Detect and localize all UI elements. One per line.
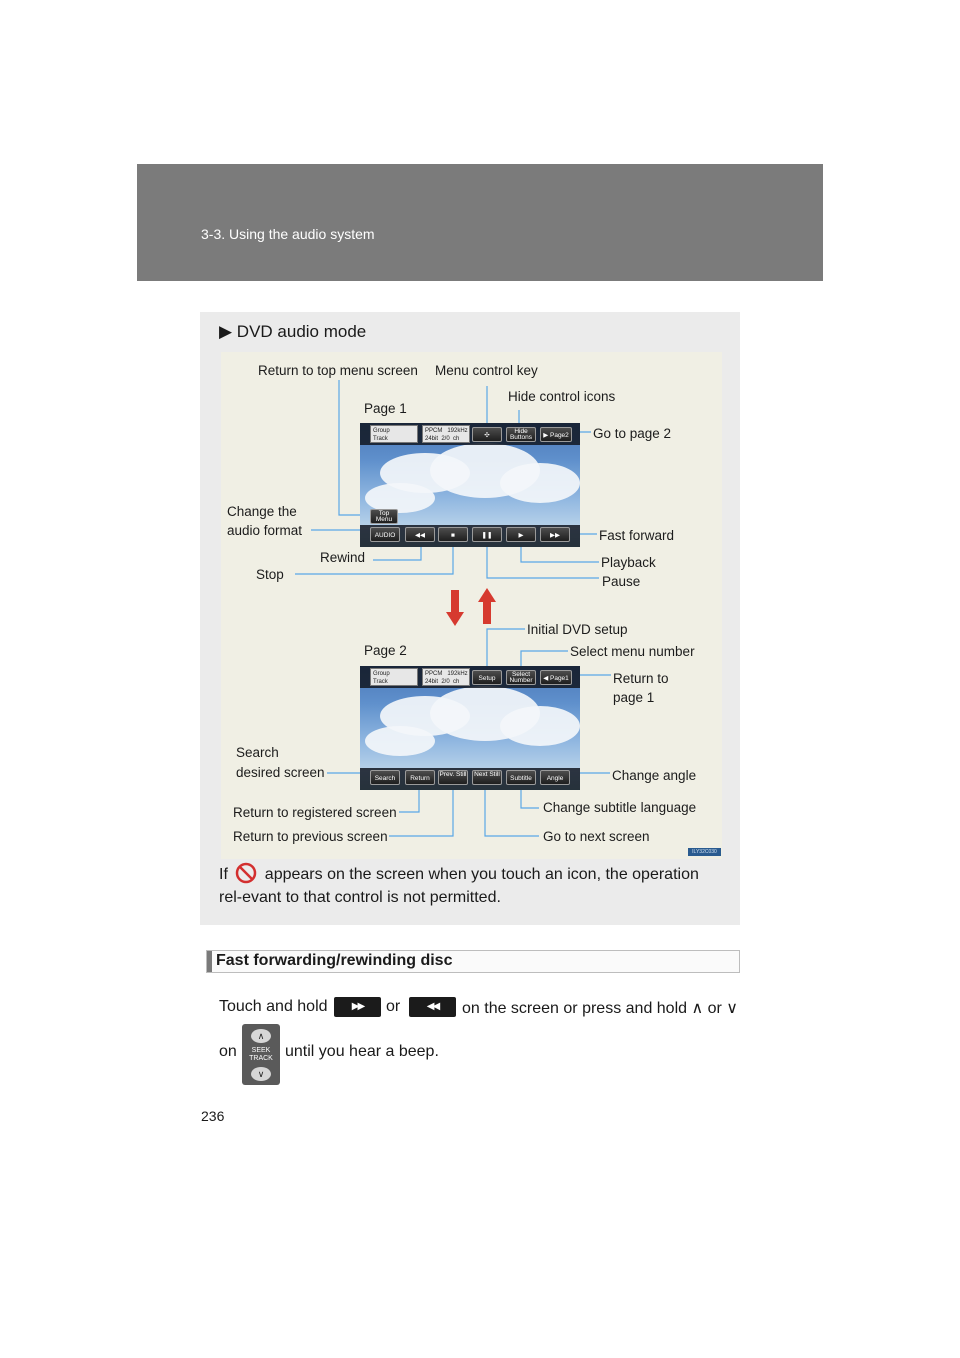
label-select-menu-number: Select menu number: [570, 644, 695, 659]
return-button[interactable]: Return: [405, 770, 435, 785]
seek-track-switch-icon: [242, 1024, 280, 1085]
label-return-registered: Return to registered screen: [233, 805, 397, 820]
instruction-t4: on: [219, 1043, 237, 1060]
instruction-t3: on the screen or press and hold ∧ or ∨: [462, 1000, 739, 1017]
setup-button[interactable]: Setup: [472, 670, 502, 685]
label-pause: Pause: [602, 574, 641, 589]
rewind-button[interactable]: ◀◀: [405, 527, 435, 542]
select-number-button[interactable]: Select Number: [506, 670, 536, 685]
label-go-to-next: Go to next screen: [543, 829, 650, 844]
fast-forward-icon: ▶▶: [334, 997, 381, 1017]
label-return-page-1b: page 1: [613, 690, 655, 705]
rewind-icon: ◀◀: [409, 997, 456, 1017]
label-rewind: Rewind: [320, 550, 366, 565]
angle-button[interactable]: Angle: [540, 770, 570, 785]
label-change-audio-1: Change the: [227, 504, 297, 519]
label-search-2: desired screen: [236, 765, 325, 780]
page1-button[interactable]: ◀ Page1: [540, 670, 572, 685]
panel-title: ▶ DVD audio mode: [219, 322, 367, 341]
hide-buttons-button[interactable]: Hide Buttons: [506, 427, 536, 442]
label-initial-dvd-setup: Initial DVD setup: [527, 622, 628, 637]
prohibited-note: [219, 862, 724, 909]
instruction-t5: until you hear a beep.: [285, 1043, 439, 1060]
dvd-screen-page-2: [360, 666, 580, 790]
format-info: PPCM 192kHz 24bit 2/0 ch: [422, 668, 470, 686]
section-header: [137, 164, 823, 281]
track-info: Group Track: [370, 668, 418, 686]
audio-button[interactable]: AUDIO: [370, 527, 400, 542]
dvd-screen-page-1: [360, 423, 580, 547]
note-prefix: If: [219, 866, 228, 883]
instruction-t1: Touch and hold: [219, 998, 328, 1015]
play-button[interactable]: ▶: [506, 527, 536, 542]
pause-button[interactable]: ❚❚: [472, 527, 502, 542]
label-change-angle: Change angle: [612, 768, 697, 783]
section-title: 3-3. Using the audio system: [201, 226, 375, 242]
stop-button[interactable]: ■: [438, 527, 468, 542]
subheading-title: Fast forwarding/rewinding disc: [216, 952, 453, 969]
prev-still-button[interactable]: Prev. Still: [438, 770, 468, 785]
note-text: appears on the screen when you touch an icon, the operation rel-evant to that control is not permitted.: [219, 866, 699, 906]
label-fast-forward: Fast forward: [599, 528, 675, 543]
label-return-top-menu: Return to top menu screen: [258, 363, 418, 378]
menu-control-key-button[interactable]: ✣: [472, 427, 502, 442]
subheading-bar: [206, 950, 740, 973]
search-button[interactable]: Search: [370, 770, 400, 785]
label-page-2: Page 2: [364, 643, 407, 658]
label-search-1: Search: [236, 745, 279, 760]
format-info: PPCM 192kHz 24bit 2/0 ch: [422, 425, 470, 443]
prohibited-icon: [235, 862, 257, 884]
subtitle-button[interactable]: Subtitle: [506, 770, 536, 785]
page-number: 236: [201, 1108, 225, 1124]
label-change-subtitle: Change subtitle language: [543, 800, 697, 815]
fast-forward-button[interactable]: ▶▶: [540, 527, 570, 542]
seek-up-icon: ∧: [251, 1029, 271, 1043]
label-playback: Playback: [601, 555, 656, 570]
next-still-button[interactable]: Next Still: [472, 770, 502, 785]
figure-code: ILY32C030: [688, 848, 721, 856]
track-info: Group Track: [370, 425, 418, 443]
subheading-accent: [207, 951, 212, 972]
label-hide-control-icons: Hide control icons: [508, 389, 616, 404]
instruction-t2: or: [386, 998, 401, 1015]
seek-track-label: SEEK TRACK: [249, 1047, 273, 1062]
label-page-1: Page 1: [364, 401, 407, 416]
label-return-page-1a: Return to: [613, 671, 669, 686]
seek-down-icon: ∨: [251, 1067, 271, 1081]
page2-button[interactable]: ▶ Page2: [540, 427, 572, 442]
label-stop: Stop: [256, 567, 284, 582]
label-go-to-page-2: Go to page 2: [593, 426, 672, 441]
top-menu-button[interactable]: Top Menu: [370, 509, 398, 524]
dvd-screen-figure: [221, 352, 722, 859]
label-menu-control-key: Menu control key: [435, 363, 538, 378]
label-change-audio-2: audio format: [227, 523, 303, 538]
label-return-previous: Return to previous screen: [233, 829, 388, 844]
